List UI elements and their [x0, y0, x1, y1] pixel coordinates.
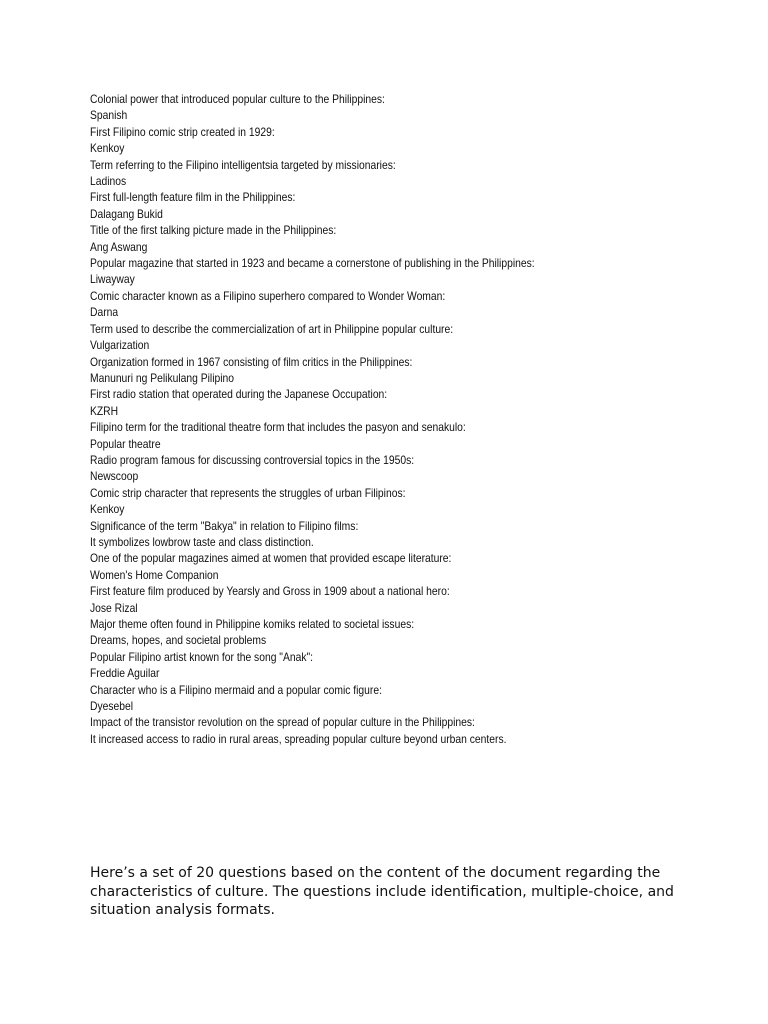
- question-text: Major theme often found in Philippine komiks related to societal issues:: [90, 617, 415, 631]
- question-text: Term referring to the Filipino intelligentsia targeted by missionaries:: [90, 157, 396, 172]
- question-text: Popular Filipino artist known for the song "Anak":: [90, 649, 314, 664]
- question-text: One of the popular magazines aimed at women that provided escape literature:: [90, 551, 452, 566]
- qa-item: [90, 550, 730, 583]
- answer-text: Freddie Aguilar: [90, 666, 160, 681]
- question-text: Impact of the transistor revolution on the spread of popular culture in the Philippines:: [90, 715, 475, 730]
- answer-text: Popular theatre: [90, 436, 161, 451]
- question-text: Comic strip character that represents the struggles of urban Filipinos:: [90, 485, 406, 500]
- question-text: Radio program famous for discussing controversial topics in the 1950s:: [90, 452, 415, 467]
- answer-text: Kenkoy: [90, 502, 125, 517]
- question-text: Title of the first talking picture made in the Philippines:: [90, 223, 337, 238]
- answer-text: Darna: [90, 305, 119, 320]
- qa-item: [90, 682, 730, 715]
- qa-item: [90, 157, 730, 190]
- answer-text: Manunuri ng Pelikulang Pilipino: [90, 370, 234, 385]
- question-text: First feature film produced by Yearsly and Gross in 1909 about a national hero:: [90, 584, 450, 599]
- question-text: Significance of the term "Bakya" in relation to Filipino films:: [90, 518, 359, 533]
- answer-text: Newscoop: [90, 469, 139, 484]
- qa-item: [90, 386, 730, 419]
- qa-item: [90, 354, 730, 387]
- qa-item: [90, 189, 730, 222]
- answer-text: Dreams, hopes, and societal problems: [90, 633, 267, 648]
- answer-text: It symbolizes lowbrow taste and class distinction.: [90, 534, 314, 549]
- question-text: Colonial power that introduced popular culture to the Philippines:: [90, 92, 385, 106]
- qa-item: [90, 452, 730, 485]
- answer-text: Dalagang Bukid: [90, 206, 163, 221]
- answer-text: Ladinos: [90, 174, 127, 189]
- question-text: Filipino term for the traditional theatre form that includes the pasyon and senakulo:: [90, 420, 466, 435]
- answer-text: Spanish: [90, 108, 128, 123]
- question-text: Term used to describe the commercialization of art in Philippine popular culture:: [90, 321, 454, 336]
- qa-item: [90, 255, 730, 288]
- answer-text: Vulgarization: [90, 338, 150, 353]
- answer-text: Women's Home Companion: [90, 567, 219, 582]
- qa-item: [90, 288, 730, 321]
- answer-text: Ang Aswang: [90, 239, 148, 254]
- qa-item: [90, 714, 730, 747]
- question-text: Organization formed in 1967 consisting of film critics in the Philippines:: [90, 354, 413, 369]
- qa-item: [90, 518, 730, 551]
- question-answer-list: [90, 91, 730, 747]
- qa-item: [90, 91, 730, 124]
- qa-item: [90, 649, 730, 682]
- question-text: First Filipino comic strip created in 1929:: [90, 124, 275, 139]
- qa-item: [90, 419, 730, 452]
- question-text: First full-length feature film in the Philippines:: [90, 190, 296, 205]
- question-text: Character who is a Filipino mermaid and a popular comic figure:: [90, 682, 382, 697]
- qa-item: [90, 485, 730, 518]
- question-text: First radio station that operated during the Japanese Occupation:: [90, 387, 388, 402]
- qa-item: [90, 616, 730, 649]
- answer-text: Jose Rizal: [90, 600, 138, 615]
- qa-item: [90, 124, 730, 157]
- answer-text: Kenkoy: [90, 141, 125, 156]
- answer-text: Liwayway: [90, 272, 135, 287]
- qa-item: [90, 222, 730, 255]
- answer-text: KZRH: [90, 403, 119, 418]
- intro-paragraph: Here’s a set of 20 questions based on the content of the document regarding the characteristics of culture. The questions include identification, multiple-choice, and situation analysis formats.: [90, 865, 674, 919]
- answer-text: It increased access to radio in rural areas, spreading popular culture beyond urban centers.: [90, 731, 507, 746]
- question-text: Comic character known as a Filipino superhero compared to Wonder Woman:: [90, 288, 446, 303]
- answer-text: Dyesebel: [90, 699, 134, 714]
- qa-item: [90, 321, 730, 354]
- question-text: Popular magazine that started in 1923 and became a cornerstone of publishing in the Philippines:: [90, 256, 535, 271]
- qa-item: [90, 583, 730, 616]
